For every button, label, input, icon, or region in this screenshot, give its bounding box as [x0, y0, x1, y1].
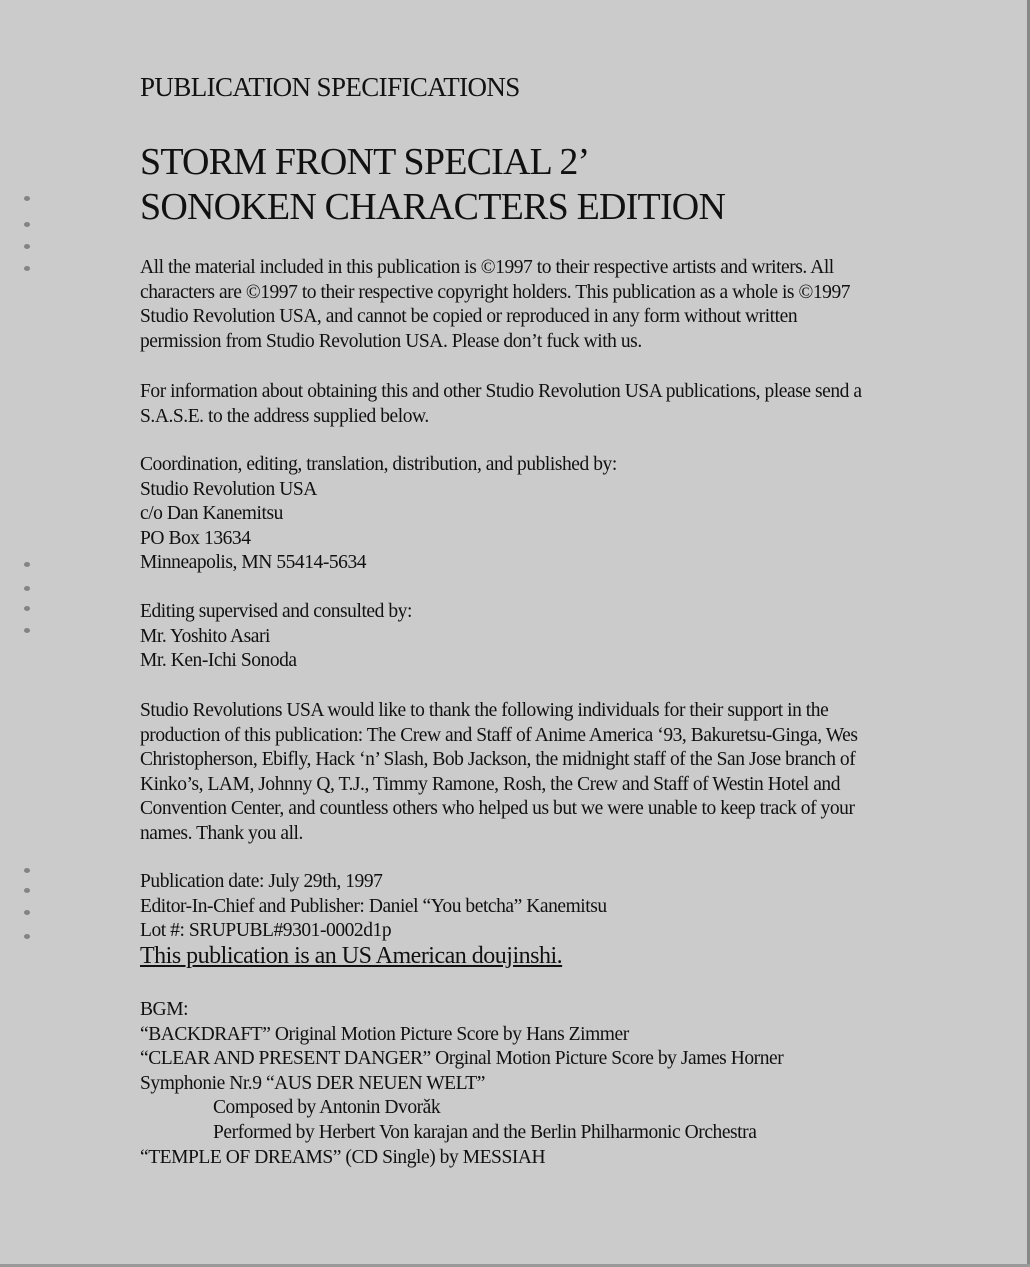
binder-hole-mark — [24, 222, 30, 227]
text-line: Coordination, editing, translation, distribution, and published by: — [140, 454, 617, 475]
doujinshi-notice: This publication is an US American doujinshi. — [140, 943, 563, 969]
text-line: characters are ©1997 to their respective copyright holders. This publication as a whole is ©1997 — [140, 281, 851, 303]
binder-hole-mark — [24, 934, 30, 939]
binder-hole-mark — [24, 244, 30, 249]
binder-hole-mark — [24, 586, 30, 591]
text-line: Christopherson, Ebifly, Hack ‘n’ Slash, Bob Jackson, the midnight staff of the San Jose branch of — [140, 749, 856, 771]
text-line: Studio Revolution USA, and cannot be copied or reproduced in any form without written — [140, 306, 798, 328]
text-line: PO Box 13634 — [140, 527, 251, 549]
binder-hole-mark — [24, 266, 30, 271]
text-line: Editing supervised and consulted by: — [140, 601, 412, 622]
text-line: production of this publication: The Crew and Staff of Anime America ‘93, Bakuretsu-Ginga, Wes — [140, 724, 858, 746]
title-line: SONOKEN CHARACTERS EDITION — [140, 186, 726, 228]
text-line: Lot #: SRUPUBL#9301-0002d1p — [140, 920, 392, 942]
text-line: Convention Center, and countless others who helped us but we were unable to keep track of your — [140, 798, 855, 820]
text-line: Publication date: July 29th, 1997 — [140, 871, 383, 892]
bgm-line: Composed by Antonin Dvorǎk — [213, 1097, 441, 1119]
bgm-block — [140, 998, 783, 1170]
editing-block — [140, 600, 412, 674]
section-header: PUBLICATION SPECIFICATIONS — [140, 72, 520, 102]
bgm-line: “BACKDRAFT” Original Motion Picture Score by Hans Zimmer — [140, 1023, 629, 1045]
text-line: For information about obtaining this and other Studio Revolution USA publications, please send a — [140, 381, 862, 402]
text-line: permission from Studio Revolution USA. Please don’t fuck with us. — [140, 330, 642, 352]
bgm-label: BGM: — [140, 999, 189, 1020]
binder-hole-mark — [24, 562, 30, 567]
binder-hole-mark — [24, 628, 30, 633]
text-line: Studio Revolutions USA would like to thank the following individuals for their support in the — [140, 700, 829, 721]
title-line: STORM FRONT SPECIAL 2’ — [140, 141, 590, 183]
text-line: All the material included in this publication is ©1997 to their respective artists and writers. All — [140, 257, 834, 278]
text-line: Mr. Yoshito Asari — [140, 625, 270, 647]
binder-hole-mark — [24, 868, 30, 873]
binder-hole-mark — [24, 910, 30, 915]
thanks-paragraph — [140, 699, 857, 847]
text-line: Kinko’s, LAM, Johnny Q, T.J., Timmy Ramone, Rosh, the Crew and Staff of Westin Hotel and — [140, 773, 841, 795]
bgm-line: Performed by Herbert Von karajan and the Berlin Philharmonic Orchestra — [213, 1121, 757, 1143]
text-line: names. Thank you all. — [140, 822, 303, 844]
text-line: Editor-In-Chief and Publisher: Daniel “You betcha” Kanemitsu — [140, 895, 607, 917]
bgm-line: “CLEAR AND PRESENT DANGER” Orginal Motion Picture Score by James Horner — [140, 1048, 784, 1070]
bgm-line: “TEMPLE OF DREAMS” (CD Single) by MESSIAH — [140, 1146, 546, 1168]
text-line: Mr. Ken-Ichi Sonoda — [140, 650, 297, 672]
text-line: Minneapolis, MN 55414-5634 — [140, 552, 367, 574]
copyright-paragraph — [140, 256, 850, 354]
binder-hole-mark — [24, 196, 30, 201]
info-paragraph — [140, 380, 862, 429]
text-line: S.A.S.E. to the address supplied below. — [140, 405, 429, 427]
text-line: Studio Revolution USA — [140, 478, 317, 500]
bgm-line: Symphonie Nr.9 “AUS DER NEUEN WELT” — [140, 1072, 485, 1094]
document-title — [140, 140, 725, 230]
binder-hole-mark — [24, 888, 30, 893]
binder-hole-mark — [24, 606, 30, 611]
publication-info — [140, 870, 607, 944]
text-line: c/o Dan Kanemitsu — [140, 503, 283, 525]
address-block — [140, 453, 617, 576]
